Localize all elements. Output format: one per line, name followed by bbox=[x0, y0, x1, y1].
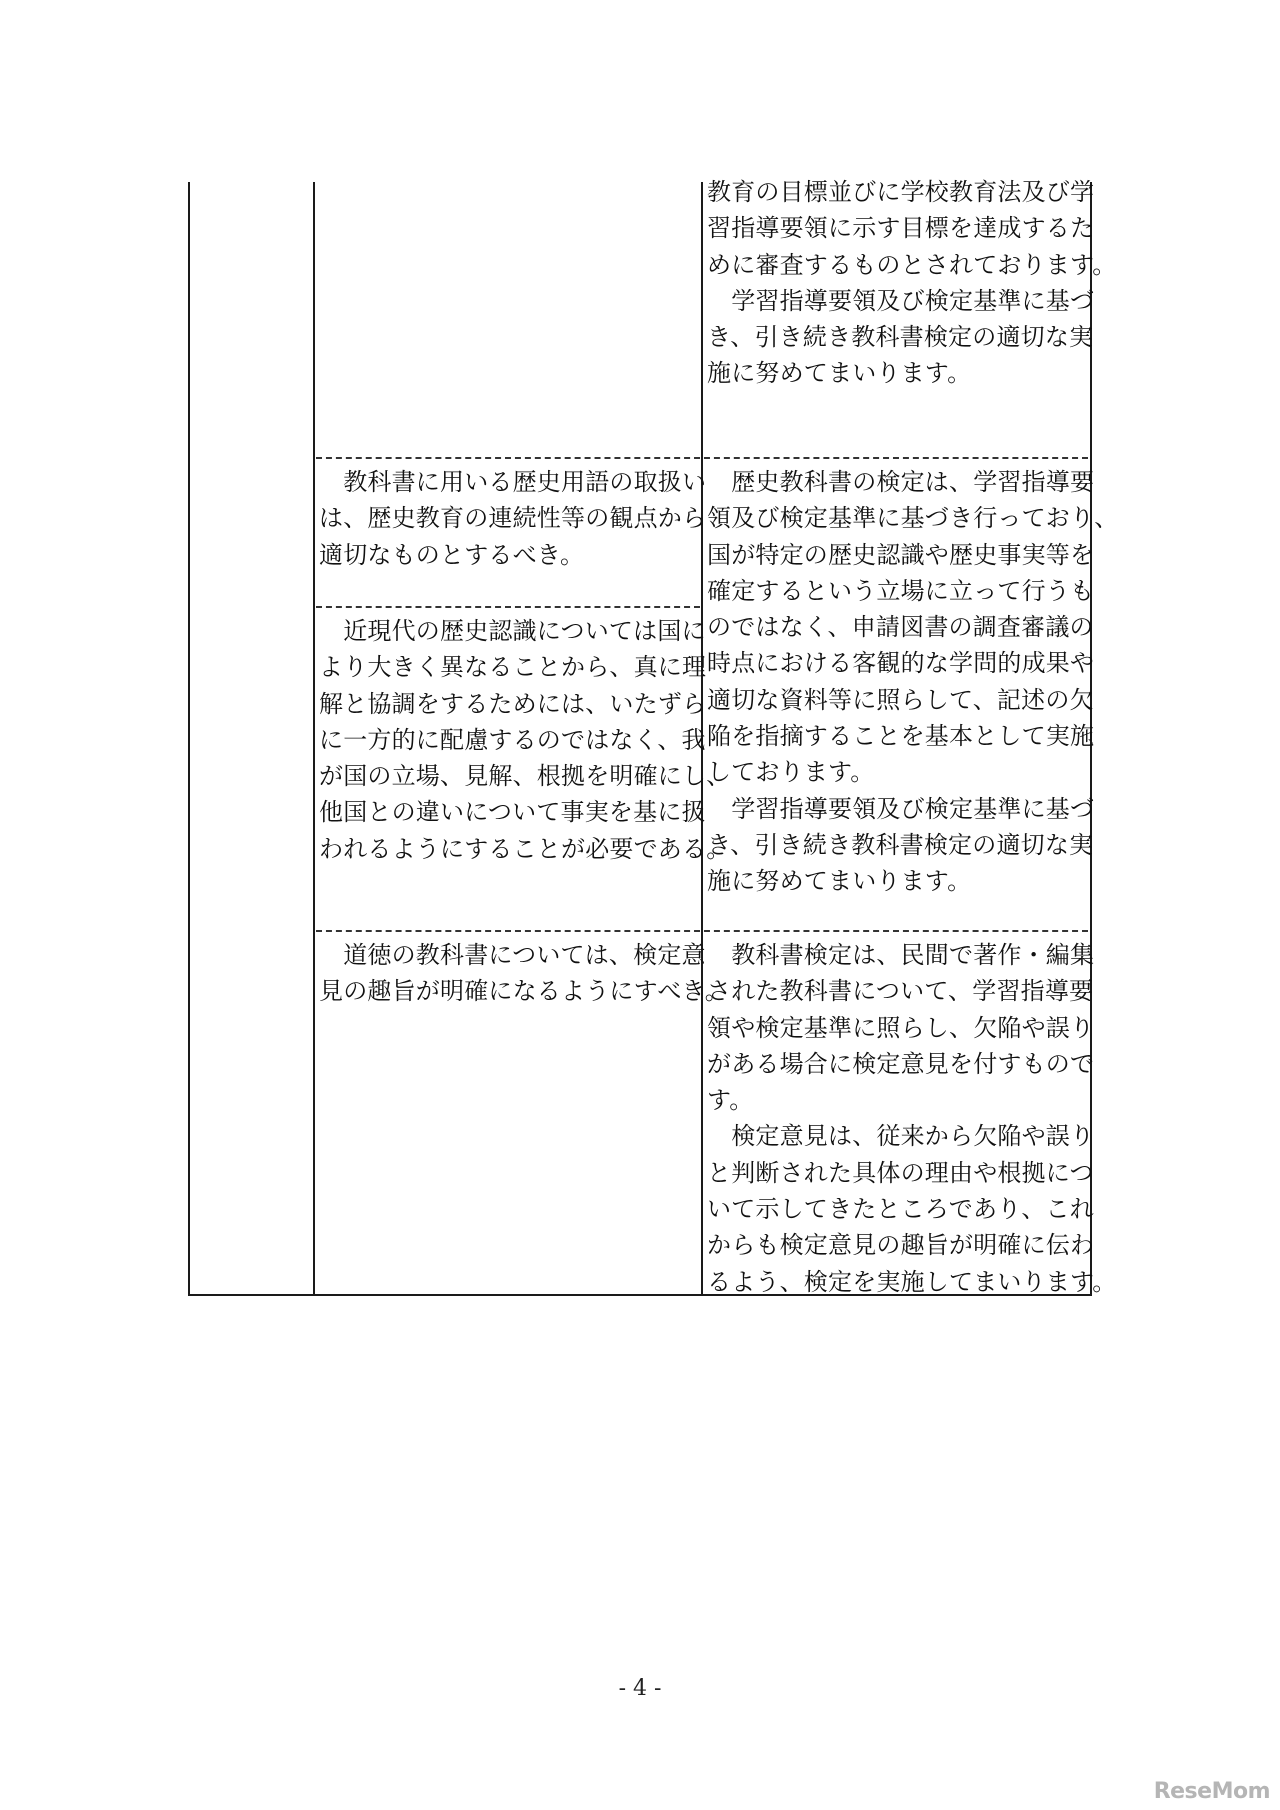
table-border-left bbox=[188, 182, 190, 1296]
watermark-logo: ReseMom bbox=[1153, 1779, 1270, 1804]
opinion-text: 道徳の教科書については、検定意 見の趣旨が明確になるようにすべき。 bbox=[319, 941, 729, 1006]
row-separator bbox=[316, 606, 700, 608]
page-number: - 4 - bbox=[618, 1676, 662, 1701]
response-text: 歴史教科書の検定は、学習指導要 領及び検定基準に基づき行っており、 国が特定の歴史認識や歴史事実等を 確定するという立場に立って行うも のではなく、申請図書の調査審議の 時点における客観的な学問的成果や 適切な資料等に照らして、記述の欠 陥を指摘することを基本として実施 しております。 学習指導要領及び検定基準に基づ き、引き続き教科書検定の適切な実 施に努めてまいります。 bbox=[707, 468, 1119, 896]
opinion-text: 近現代の歴史認識については国に より大きく異なることから、真に理 解と協調をするためには、いたずら に一方的に配慮するのではなく、我 が国の立場、見解、根拠を明確にし、 他国との違いについて事実を基に扱 われるようにすることが必要である。 bbox=[319, 617, 731, 863]
row-separator bbox=[316, 930, 1088, 932]
response-text: 教育の目標並びに学校教育法及び学 習指導要領に示す目標を達成するた めに審査するものとされております。 学習指導要領及び検定基準に基づ き、引き続き教科書検定の適切な実 施に努めてまいります。 bbox=[707, 178, 1117, 388]
row-separator bbox=[316, 457, 1088, 459]
opinion-text: 教科書に用いる歴史用語の取扱い は、歴史教育の連続性等の観点から 適切なものとするべき。 bbox=[319, 468, 707, 569]
table-divider-1 bbox=[313, 182, 315, 1296]
response-text: 教科書検定は、民間で著作・編集 された教科書について、学習指導要 領や検定基準に照らし、欠陥や誤り がある場合に検定意見を付すもので す。 検定意見は、従来から欠陥や誤り と判断された具体の理由や根拠につ いて示してきたところであり、これ からも検定意見の趣旨が明確に伝わ るよう、検定を実施してまいります。 bbox=[707, 941, 1117, 1296]
